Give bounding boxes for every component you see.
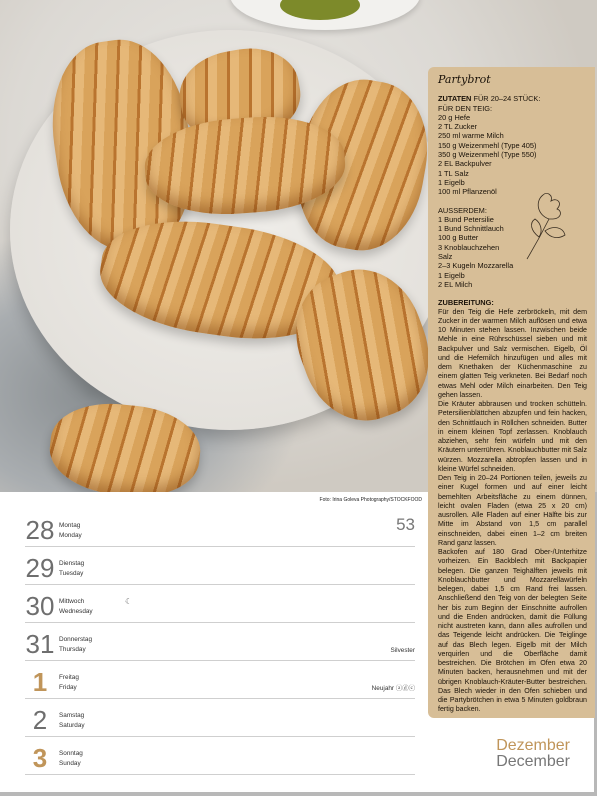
month-en: December [496, 753, 570, 770]
day-name-de: Dienstag [59, 560, 85, 567]
day-name-en: Tuesday [59, 570, 84, 577]
holiday-note: Neujahr ⓐⓓⓒ [371, 685, 415, 692]
list-item: 20 g Hefe [438, 112, 471, 122]
list-item: 350 g Weizenmehl (Type 550) [438, 150, 537, 160]
list-item: 3 Knoblauchzehen [438, 242, 500, 252]
list-item: 1 Eigelb [438, 177, 465, 187]
list-item: 1 Eigelb [438, 270, 465, 280]
day-name-en: Sunday [59, 760, 81, 767]
day-row[interactable] [25, 585, 415, 623]
day-names [59, 711, 85, 731]
day-row[interactable] [25, 737, 415, 775]
day-number: 31 [25, 629, 55, 659]
list-item: 1 Bund Schnittlauch [438, 224, 504, 234]
list-item: Für den Teig die Hefe zerbröckeln, mit dem Zucker in der warmen Milch auflösen und etwa 10 Minuten stehen lassen. Inzwischen beide Mehle in eine Rührschüssel sieben und mit Backpulver und Salz vermischen. Eigelb, Öl und die Hefemilch hinzufügen und alles mit dem Knethaken der Küchenmaschine zu einem glatten Teig verkneten. Bei Bedarf noch etwas Mehl oder Milch einarbeiten. Den Teig gehen lassen. [438, 307, 587, 399]
day-number: 3 [32, 743, 48, 773]
list-item: 2–3 Kugeln Mozzarella [438, 261, 514, 271]
day-number: 1 [32, 667, 48, 697]
holiday-note: Silvester [390, 647, 415, 654]
day-name-de: Mittwoch [59, 598, 85, 605]
dough-heading: FÜR DEN TEIG: [438, 103, 493, 113]
day-row[interactable] [25, 623, 415, 661]
day-names [59, 673, 79, 693]
ingredients-heading: ZUTATEN [438, 94, 472, 104]
day-row[interactable] [25, 509, 415, 547]
day-name-en: Saturday [59, 722, 85, 729]
recipe-card [428, 67, 595, 718]
dough-list [438, 113, 587, 197]
list-item: 1 TL Salz [438, 168, 469, 178]
day-names [59, 749, 83, 769]
extra-heading: AUSSERDEM: [438, 205, 487, 215]
list-item: 150 g Weizenmehl (Type 405) [438, 140, 537, 150]
day-name-en: Thursday [59, 646, 86, 653]
parsley-icon [523, 189, 567, 261]
day-name-en: Monday [59, 532, 82, 539]
day-names [59, 559, 84, 579]
day-row[interactable] [25, 699, 415, 737]
list-item: 250 ml warme Milch [438, 131, 504, 141]
day-name-de: Montag [59, 522, 81, 529]
week-number: 53 [396, 515, 415, 534]
day-name-de: Freitag [59, 674, 79, 681]
photo-credit: Foto: Irina Goleva Photography/STOCKFOOD [319, 497, 422, 503]
month-de: Dezember [496, 737, 570, 754]
list-item: 2 TL Zucker [438, 122, 478, 132]
list-item: 100 ml Pflanzenöl [438, 187, 497, 197]
list-item: Die Kräuter abbrausen und trocken schütteln. Petersilienblättchen abzupfen und fein hacken, den Schnittlauch in Röllchen schneiden. Butter in einem kleinen Topf zerlassen. Knoblauch abziehen, sehr fein würfeln und mit den Kräutern unterrühren. Knoblauchbutter mit Salz würzen. Mozzarella abtropfen lassen und in kleine Würfel schneiden. [438, 400, 587, 473]
day-number: 28 [25, 515, 55, 545]
moon-phase-icon: ☾ [125, 597, 133, 606]
list-item: Den Teig in 20–24 Portionen teilen, jeweils zu einer Kugel formen und auf einer leicht bemehlten Arbeitsfläche zu einem dünnen, leicht ovalen Fladen (etwa 25 x 20 cm) ausrollen. Alle Fladen auf einer Hälfte bis zur Mitte im Abstand von 1,5 cm parallel einschneiden, dabei einen 1–2 cm breiten Rand ganz lassen. [438, 474, 587, 547]
prep-steps [438, 308, 587, 715]
list-item: 100 g Butter [438, 233, 479, 243]
day-names [59, 635, 92, 655]
day-number: 29 [25, 553, 55, 583]
day-row[interactable] [25, 661, 415, 699]
list-item: Salz [438, 252, 453, 262]
day-names [59, 597, 93, 617]
day-name-de: Sonntag [59, 750, 83, 757]
day-number: 30 [25, 591, 55, 621]
day-number: 2 [32, 705, 48, 735]
day-name-de: Donnerstag [59, 636, 93, 643]
month-label [496, 738, 570, 770]
list-item: Backofen auf 180 Grad Ober-/Unterhitze vorheizen. Ein Backblech mit Backpapier belegen. Die ganzen Teighälften jeweils mit Knoblauchbutter und Mozzarellawürfeln belegen, dabei 1,5 cm Rand frei lassen. Anschließend den Teig von der belegten Seite her bis zum Beginn der Einschnitte aufrollen und die Enden andrücken, damit die Füllung nicht austreten kann, dann alles aufrollen und das Teigende leicht andrücken. Die Teiglinge auf das Blech legen. Eigelb mit der Milch verquirlen und die Oberfläche damit bestreichen. Die Brötchen im Ofen etwa 20 Minuten backen, herausnehmen und mit der übrigen Knoblauch-Kräuter-Butter bestreichen. Das Blech wieder in den Ofen schieben und die Partybrötchen in etwa 5 Minuten goldbraun fertig backen. [438, 548, 587, 714]
list-item: 2 EL Backpulver [438, 159, 492, 169]
day-name-en: Friday [59, 684, 77, 691]
day-name-de: Samstag [59, 712, 85, 719]
prep-heading: ZUBEREITUNG: [438, 298, 494, 308]
day-name-en: Wednesday [59, 608, 93, 615]
ingredients-sub: FÜR 20–24 STÜCK: [473, 94, 541, 104]
list-item: 1 Bund Petersilie [438, 214, 494, 224]
day-names [59, 521, 82, 541]
recipe-title: Partybrot [438, 73, 491, 86]
list-item: 2 EL Milch [438, 279, 473, 289]
day-row[interactable] [25, 547, 415, 585]
